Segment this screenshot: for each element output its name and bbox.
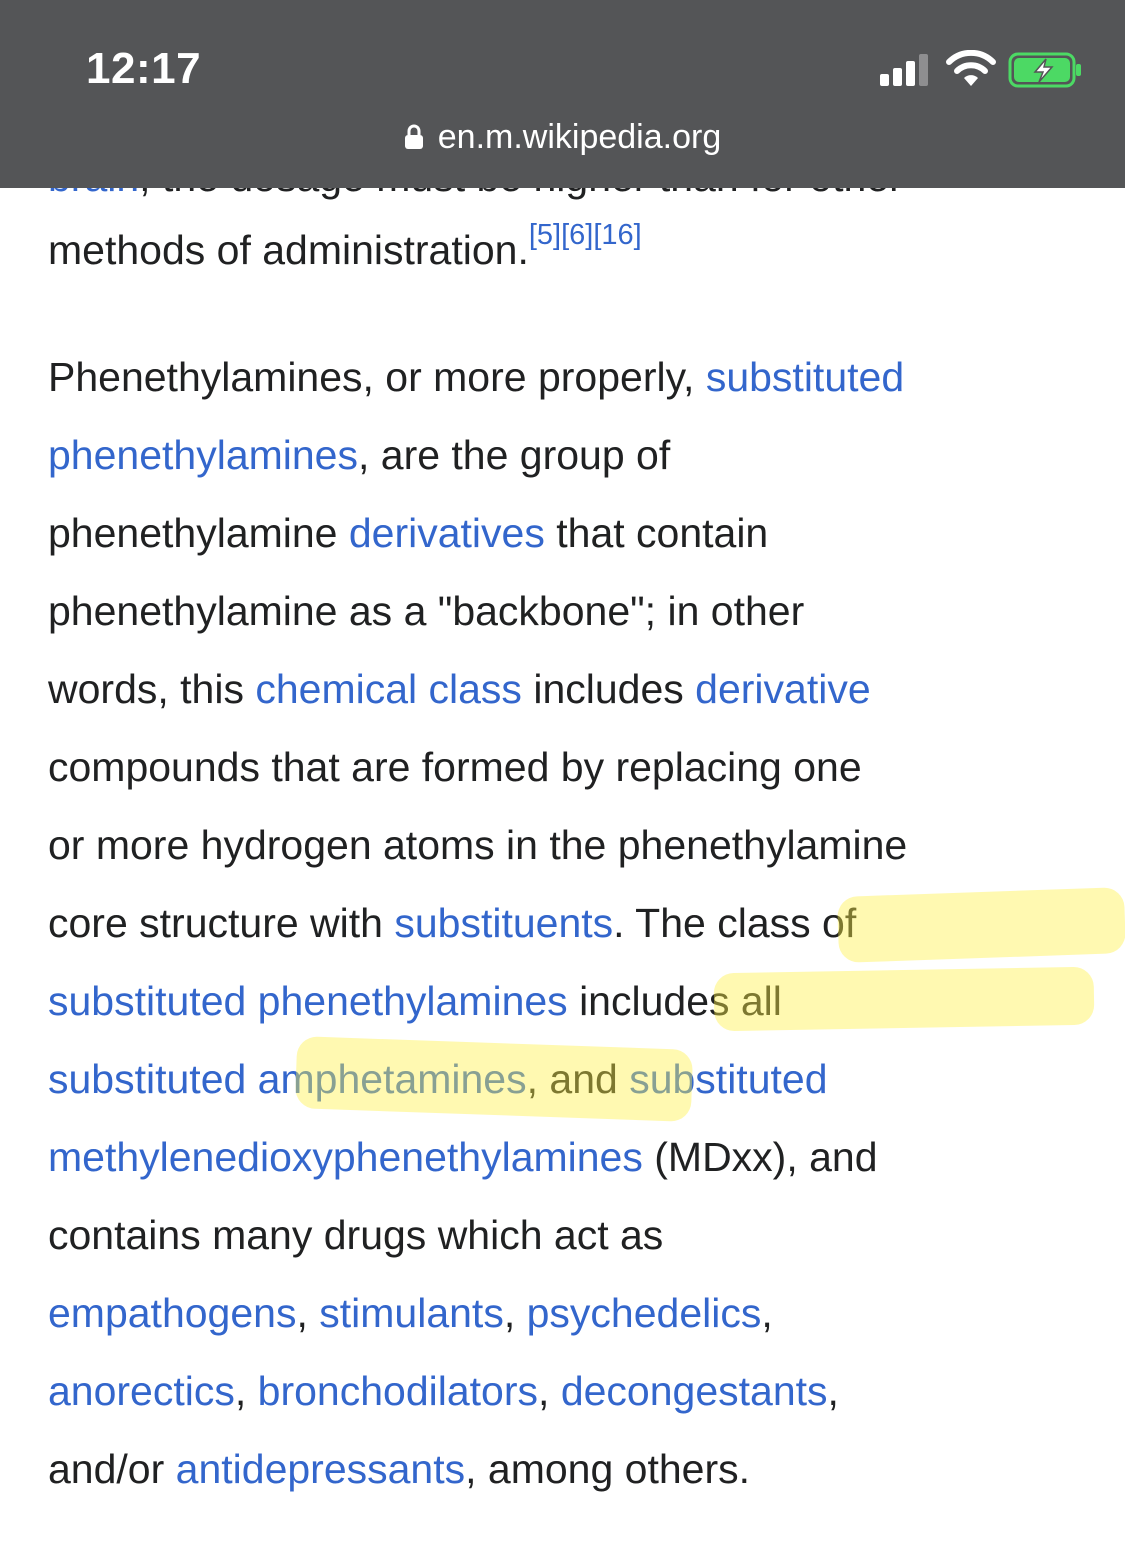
citation-refs[interactable]: [5][6][16] xyxy=(528,219,642,251)
text-segment: , xyxy=(761,1290,773,1336)
text-line xyxy=(48,494,1088,572)
text-line xyxy=(48,1196,1088,1274)
text-segment: , and xyxy=(526,1056,630,1102)
link-phenethylamines[interactable]: phenethylamines xyxy=(48,432,358,478)
text-line xyxy=(48,572,1088,650)
text-line xyxy=(48,1118,1088,1196)
text-segment: , among others. xyxy=(465,1446,751,1492)
link-methylenedioxyphenethylamines[interactable]: methylenedioxyphenethylamines xyxy=(48,1134,643,1180)
highlight-mark xyxy=(295,1036,693,1122)
text-segment: (MDxx), and xyxy=(642,1134,878,1180)
link-derivative[interactable]: derivative xyxy=(695,666,871,712)
text-line: methods of administration.[5][6][16] xyxy=(48,219,642,273)
link-empathogens[interactable]: empathogens xyxy=(48,1290,297,1336)
link-psychedelics[interactable]: psychedelics xyxy=(526,1290,762,1336)
link-derivatives[interactable]: derivatives xyxy=(348,510,545,556)
link-bronchodilators[interactable]: bronchodilators xyxy=(257,1368,539,1414)
text-segment: , xyxy=(296,1290,320,1336)
link-chemical-class[interactable]: chemical class xyxy=(255,666,522,712)
text-segment: includes all xyxy=(567,978,782,1024)
link-substituents[interactable]: substituents xyxy=(394,900,614,946)
text-segment: phenethylamine as a "backbone"; in other xyxy=(48,588,805,634)
text-segment: or more hydrogen atoms in the phenethylamine xyxy=(48,822,908,868)
text-segment: words, this xyxy=(48,666,256,712)
text-segment: , xyxy=(503,1290,527,1336)
link-antidepressants[interactable]: antidepressants xyxy=(175,1446,466,1492)
text-segment: Phenethylamines, or more properly, xyxy=(48,354,706,400)
text-segment: that contain xyxy=(544,510,769,556)
text-line xyxy=(48,728,1088,806)
text-line xyxy=(48,1352,1088,1430)
lock-icon xyxy=(404,124,424,150)
link-stimulants[interactable]: stimulants xyxy=(319,1290,504,1336)
text-segment: , are the group of xyxy=(357,432,671,478)
text-line xyxy=(48,338,1088,416)
text-line xyxy=(48,1274,1088,1352)
url-bar[interactable] xyxy=(0,118,1125,168)
url-text: en.m.wikipedia.org xyxy=(437,118,722,156)
paragraph-administration xyxy=(48,211,1088,289)
text-segment: , xyxy=(234,1368,258,1414)
highlight-mark xyxy=(837,887,1125,963)
link-substituted-phenethylamines[interactable]: substituted phenethylamines xyxy=(48,978,568,1024)
cellular-signal-icon xyxy=(880,52,932,86)
wifi-icon xyxy=(945,50,997,88)
text-segment: , xyxy=(538,1368,561,1414)
text-line xyxy=(48,416,1088,494)
link-anorectics[interactable]: anorectics xyxy=(48,1368,235,1414)
link-substituted[interactable]: substituted xyxy=(705,354,905,400)
link-substituted[interactable]: substituted xyxy=(629,1056,828,1102)
text-segment: , xyxy=(827,1368,839,1414)
link-substituted-amphetamines[interactable]: substituted amphetamines xyxy=(48,1056,527,1102)
text-segment: core structure with xyxy=(48,900,395,946)
text-segment: includes xyxy=(521,666,696,712)
clock: 12:17 xyxy=(86,44,202,93)
browser-status-bar xyxy=(0,0,1125,188)
text-segment: phenethylamine xyxy=(48,510,349,556)
battery-charging-icon xyxy=(1008,52,1084,88)
text-line xyxy=(48,1430,1088,1508)
text-segment: and/or xyxy=(48,1446,176,1492)
text-segment: compounds that are formed by replacing one xyxy=(48,744,862,790)
text-segment: . The class of xyxy=(613,900,857,946)
text-line xyxy=(48,650,1088,728)
text-segment: contains many drugs which act as xyxy=(48,1212,664,1258)
link-decongestants[interactable]: decongestants xyxy=(560,1368,828,1414)
highlight-mark xyxy=(714,967,1095,1032)
text-line xyxy=(48,806,1088,884)
